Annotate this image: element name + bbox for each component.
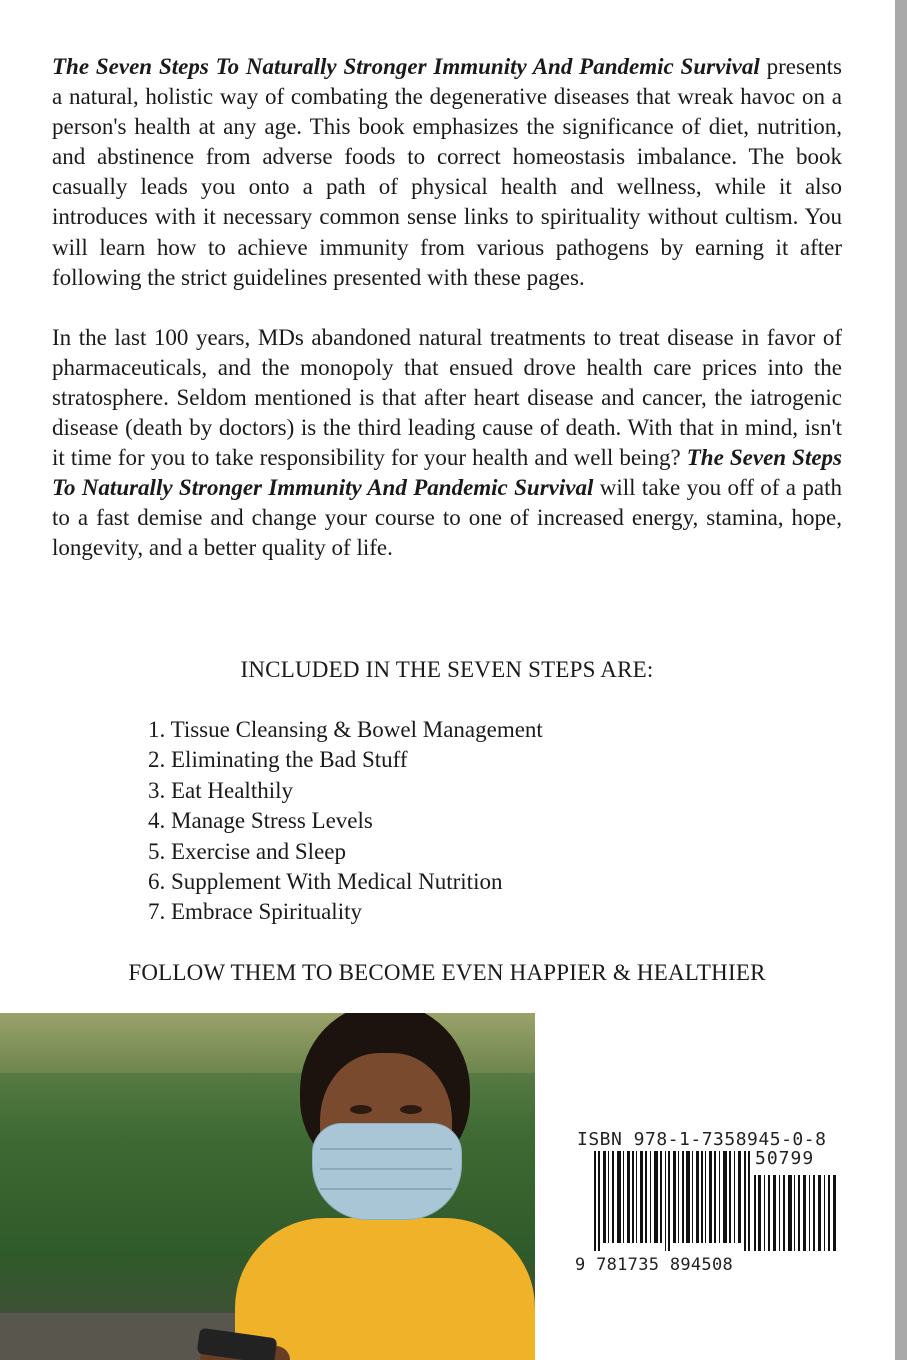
description-paragraph-2 — [52, 323, 842, 564]
book-title-inline: The Seven Steps To Naturally Stronger Immunity And Pandemic Survival — [52, 445, 843, 501]
price-addon-number: 50799 — [755, 1148, 815, 1169]
spine-edge — [895, 0, 907, 1360]
steps-list — [148, 715, 543, 928]
paragraph-2-start: In the last 100 years, MDs abandoned natural treatments to treat disease in favor of pharmaceuticals, and the monopoly that ensued drove health care prices into the stratosphere. Seldom mentioned is that after heart disease and cancer, the iatrogenic disease (death by doctors) is the third leading cause of death. With that in mind, isn't it time for you to take responsibility for your health and well being? — [52, 324, 842, 471]
paragraph-2-end: will take you off of a path to a fast demise and change your course to one of increased energy, stamina, hope, longevity, and a better quality of life. — [52, 475, 842, 561]
steps-heading: INCLUDED IN THE SEVEN STEPS ARE: — [240, 657, 654, 682]
ean-number: 9 781735 894508 — [575, 1255, 734, 1275]
step-item: 5. Exercise and Sleep — [148, 838, 346, 864]
back-cover-text — [52, 52, 843, 985]
step-item: 4. Manage Stress Levels — [148, 808, 373, 834]
addon-barcode-icon — [754, 1175, 836, 1251]
step-item: 2. Eliminating the Bad Stuff — [148, 747, 408, 773]
barcode — [566, 1149, 848, 1250]
step-item: 6. Supplement With Medical Nutrition — [148, 869, 503, 895]
paragraph-1-body: presents a natural, holistic way of combating the degenerative diseases that wreak havoc on a person's health at any age. This book emphasizes the significance of diet, nutrition, and abstinence from adverse foods to correct homeostasis imbalance. The book casually leads you onto a path of physical health and wellness, while it also introduces with it necessary common sense links to spirituality without cultism. You will learn how to achieve immunity from various pathogens by earning it after following the strict guidelines presented with these pages. — [52, 54, 842, 290]
step-item: 1. Tissue Cleansing & Bowel Management — [148, 717, 543, 742]
step-item: 7. Embrace Spirituality — [148, 899, 362, 925]
step-item: 3. Eat Healthily — [148, 777, 293, 803]
description-paragraph-1 — [52, 52, 842, 293]
face-mask-icon — [312, 1123, 462, 1220]
isbn-label: ISBN 978-1-7358945-0-8 — [577, 1129, 827, 1150]
closing-tagline: FOLLOW THEM TO BECOME EVEN HAPPIER & HEALTHIER — [128, 960, 766, 985]
book-title: The Seven Steps To Naturally Stronger Immunity And Pandemic Survival — [52, 54, 760, 79]
ean-barcode-icon — [594, 1151, 750, 1251]
cover-photo-masked-woman — [0, 1013, 535, 1360]
